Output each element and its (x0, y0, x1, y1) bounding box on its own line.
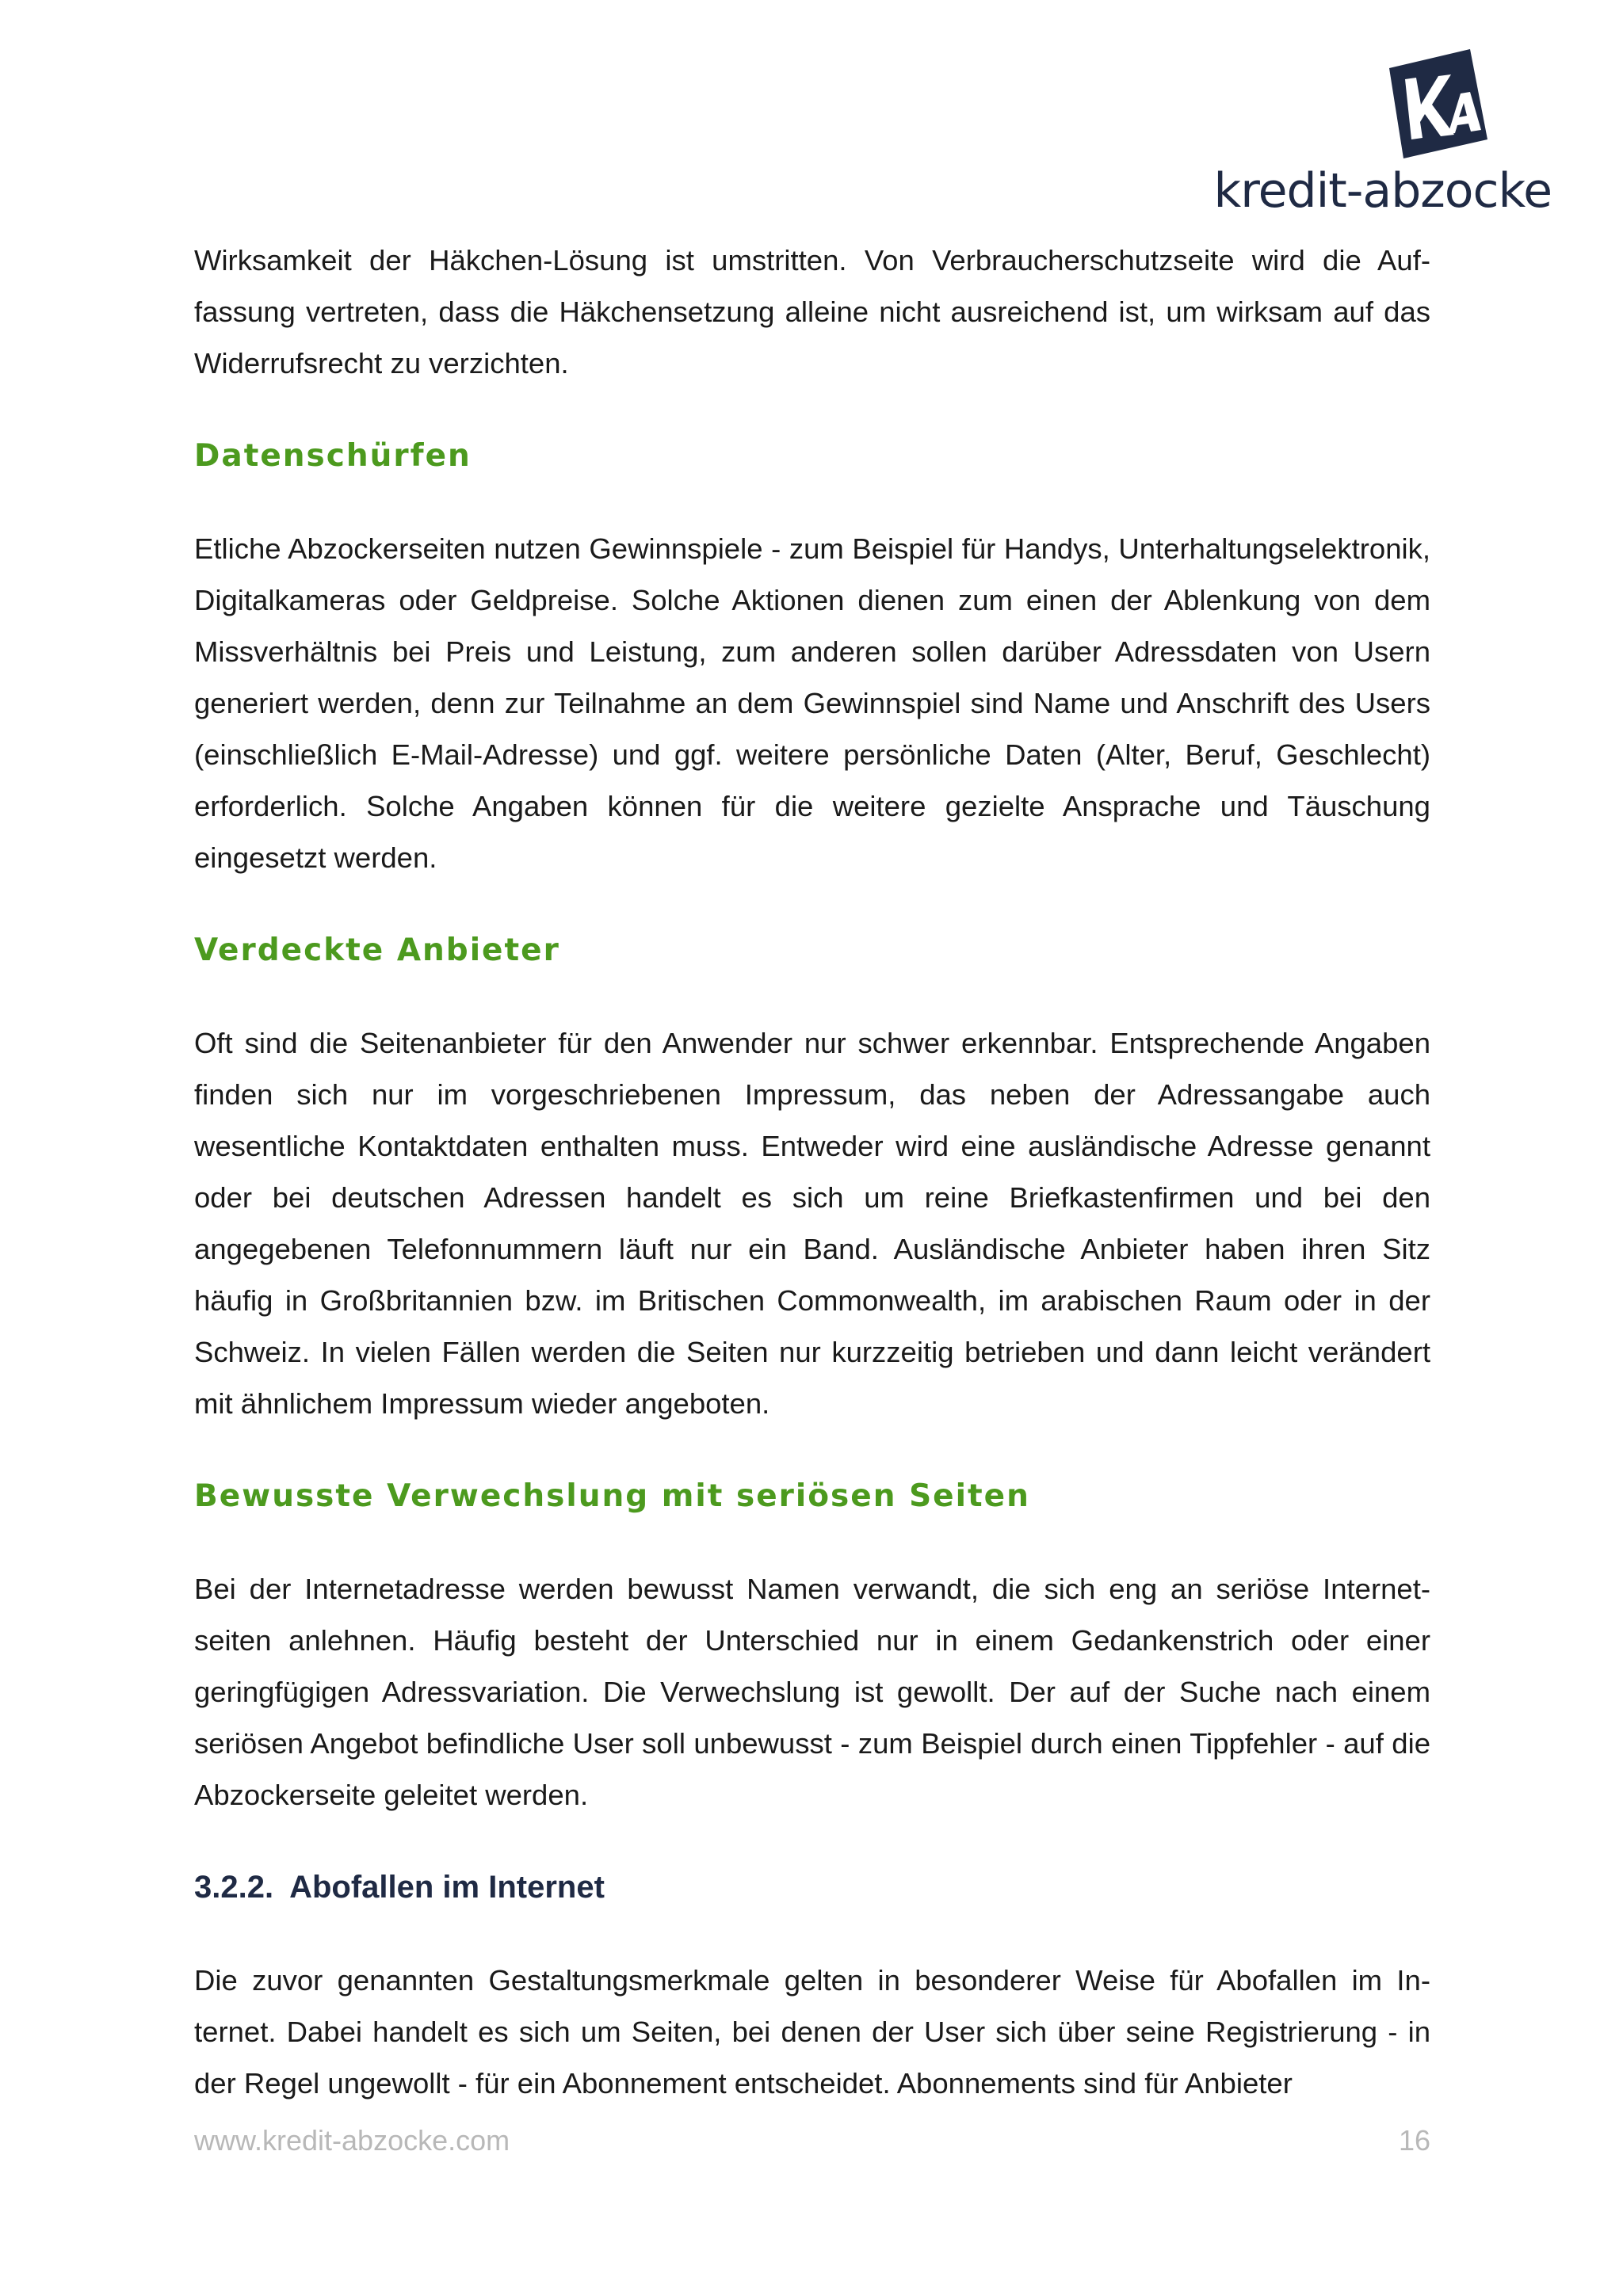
ka-logo-icon (1381, 46, 1492, 165)
section-number: 3.2.2. (194, 1870, 274, 1905)
page-number: 16 (1398, 2124, 1430, 2157)
footer-url: www.kredit-abzocke.com (194, 2124, 510, 2157)
brand-wordmark: kredit-abzocke (1213, 163, 1552, 219)
brand-logo (1203, 46, 1552, 228)
heading-verdeckte-anbieter: Verdeckte Anbieter (194, 933, 560, 968)
paragraph-abofallen: Die zuvor genannten Gestaltungsmerkmale gelten in besonderer Weise für Abofallen im Internet. Dabei handelt es sich um Seiten, bei denen der User sich über seine Registrierung - in der Regel ungewollt - für ein Abonnement entscheidet. Abonnements sind für Anbieter (194, 1964, 1430, 2100)
page-footer (194, 2124, 1430, 2164)
paragraph-datenschuerfen: Etliche Abzockerseiten nutzen Gewinnspiele - zum Beispiel für Handys, Unterhaltungselektronik, Digitalkameras oder Geldpreise. Solche Aktionen dienen zum einen der Ablenkung von dem Missverhältnis bei Preis und Leistung, zum anderen sollen darüber Adressdaten von Usern generiert werden, denn zur Teilnahme an dem Gewinnspiel sind Name und Anschrift des Users (einschließlich E-Mail-Adresse) und ggf. weitere persönliche Daten (Alter, Beruf, Geschlecht) erforderlich. Solche Angaben können für die weitere gezielte Ansprache und Täuschung eingesetzt werden. (194, 532, 1430, 874)
paragraph-widerruf: Wirksamkeit der Häkchen-Lösung ist umstritten. Von Verbraucherschutzseite wird die Auffassung vertreten, dass die Häkchensetzung alleine nicht ausreichend ist, um wirksam auf das Widerrufsrecht zu verzichten. (194, 244, 1430, 379)
paragraph-verdeckte-anbieter: Oft sind die Seitenanbieter für den Anwender nur schwer erkennbar. Entsprechende Angaben finden sich nur im vorgeschriebenen Impressum, das neben der Adressangabe auch wesentliche Kontaktdaten enthalten muss. Entweder wird eine ausländische Adresse genannt oder bei deutschen Adressen handelt es sich um reine Briefkastenfirmen und bei den angegebenen Telefonnummern läuft nur ein Band. Ausländische Anbieter haben ihren Sitz häufig in Großbritannien bzw. im Britischen Commonwealth, im arabischen Raum oder in der Schweiz. In vielen Fällen werden die Seiten nur kurzzeitig betrieben und dann leicht verändert mit ähnlichem Impressum wieder angeboten. (194, 1027, 1430, 1420)
heading-datenschuerfen: Datenschürfen (194, 438, 472, 474)
heading-bewusste-verwechslung: Bewusste Verwechslung mit seriösen Seiten (194, 1478, 1030, 1514)
section-heading-abofallen (194, 1862, 1430, 1913)
main-content (194, 235, 1430, 2109)
paragraph-bewusste-verwechslung: Bei der Internetadresse werden bewusst Namen verwandt, die sich eng an seriöse Internetseiten anlehnen. Häufig besteht der Unterschied nur in einem Gedankenstrich oder einer geringfügigen Adressvariation. Die Verwechslung ist gewollt. Der auf der Suche nach einem seriösen Angebot befindliche User soll unbewusst - zum Beispiel durch einen Tippfehler - auf die Abzockerseite geleitet werden. (194, 1573, 1430, 1811)
section-title: Abofallen im Internet (289, 1870, 605, 1905)
